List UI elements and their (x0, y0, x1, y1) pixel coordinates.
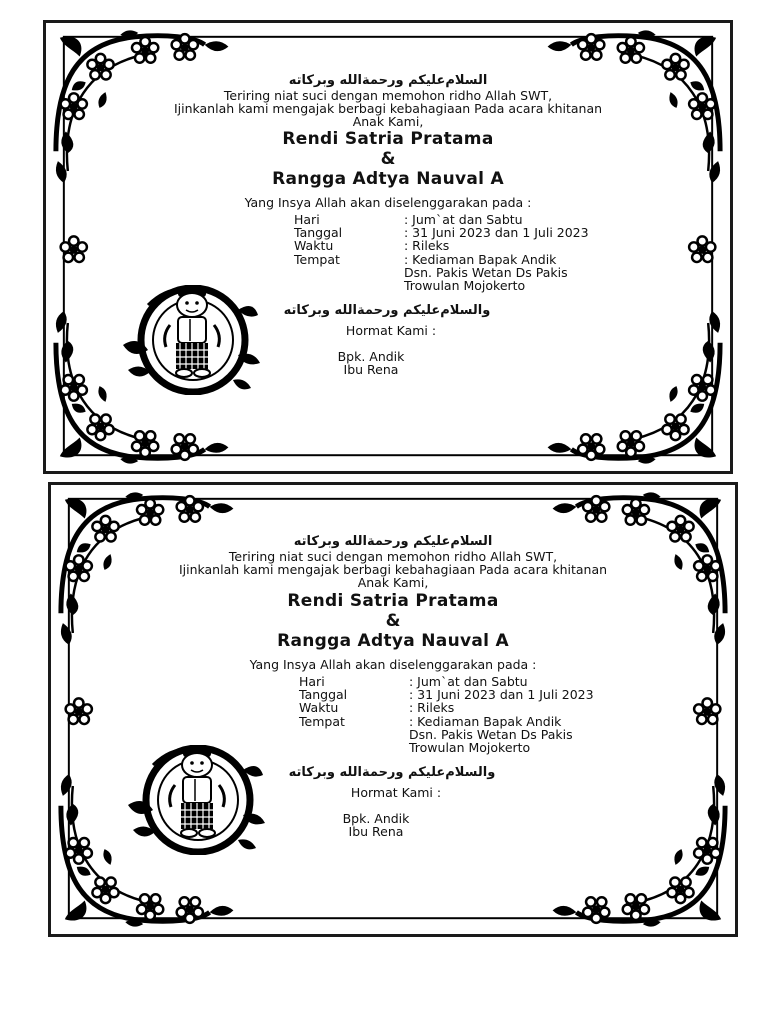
signers (316, 350, 426, 376)
invitation-card-1 (43, 20, 733, 474)
signer-father: Bpk. Andik (342, 811, 410, 826)
signer-mother: Ibu Rena (348, 824, 404, 839)
label-hari: Hari (294, 212, 320, 227)
value-hari: : Jum`at dan Sabtu (404, 212, 523, 227)
event-details (299, 675, 594, 754)
boy-kopiah-illustration (118, 285, 268, 395)
child-name-2: Rangga Adtya Nauval A (272, 169, 504, 189)
intro-text: Teriring niat suci dengan memohon ridho Allah SWT, Ijinkanlah kami mengajak berbagi kebahagiaan Pada acara khitanan Anak Kami, (173, 88, 603, 129)
value-tempat: : Kediaman Bapak Andik (404, 251, 557, 267)
value-tempat-line3: Trowulan Mojokerto (404, 278, 526, 294)
invitation-card-2 (48, 482, 738, 937)
value-tempat: : Kediaman Bapak Andik (409, 713, 562, 729)
signer-father: Bpk. Andik (337, 349, 405, 364)
event-lead-text: Yang Insya Allah akan diselenggarakan pada : (249, 657, 537, 672)
value-hari: : Jum`at dan Sabtu (409, 674, 528, 689)
label-waktu: Waktu (294, 238, 334, 254)
arabic-greeting-open: السلام‌عليكم ورحمةالله وبركاته (293, 534, 493, 549)
label-tanggal: Tanggal (299, 687, 348, 703)
arabic-greeting-open: السلام‌عليكم ورحمةالله وبركاته (288, 73, 488, 88)
label-tanggal: Tanggal (294, 225, 343, 241)
arabic-greeting-close: والسلام‌عليكم ورحمةالله وبركاته (288, 765, 496, 780)
arabic-greeting-close: والسلام‌عليكم ورحمةالله وبركاته (283, 303, 491, 318)
child-name-1: Rendi Satria Pratama (282, 129, 494, 149)
hormat-kami: Hormat Kami : (345, 323, 437, 338)
hormat-kami: Hormat Kami : (350, 785, 442, 800)
signers (321, 812, 431, 838)
event-details (294, 213, 589, 292)
value-tanggal: : 31 Juni 2023 dan 1 Juli 2023 (404, 225, 589, 241)
label-tempat: Tempat (294, 251, 340, 267)
label-waktu: Waktu (299, 700, 339, 716)
boy-kopiah-illustration (123, 745, 273, 855)
ampersand: & (380, 149, 396, 169)
child-name-1: Rendi Satria Pratama (287, 591, 499, 611)
label-hari: Hari (299, 674, 325, 689)
value-tempat-line2: Dsn. Pakis Wetan Ds Pakis (404, 264, 568, 280)
value-tempat-line2: Dsn. Pakis Wetan Ds Pakis (409, 726, 573, 742)
ampersand: & (385, 611, 401, 631)
label-tempat: Tempat (299, 713, 345, 729)
value-tempat-line3: Trowulan Mojokerto (409, 740, 531, 756)
intro-text: Teriring niat suci dengan memohon ridho Allah SWT, Ijinkanlah kami mengajak berbagi kebahagiaan Pada acara khitanan Anak Kami, (178, 549, 608, 590)
signer-mother: Ibu Rena (343, 362, 399, 377)
event-lead-text: Yang Insya Allah akan diselenggarakan pada : (244, 195, 532, 210)
value-waktu: : Rileks (409, 700, 455, 716)
value-waktu: : Rileks (404, 238, 450, 254)
value-tanggal: : 31 Juni 2023 dan 1 Juli 2023 (409, 687, 594, 703)
child-name-2: Rangga Adtya Nauval A (277, 631, 509, 651)
